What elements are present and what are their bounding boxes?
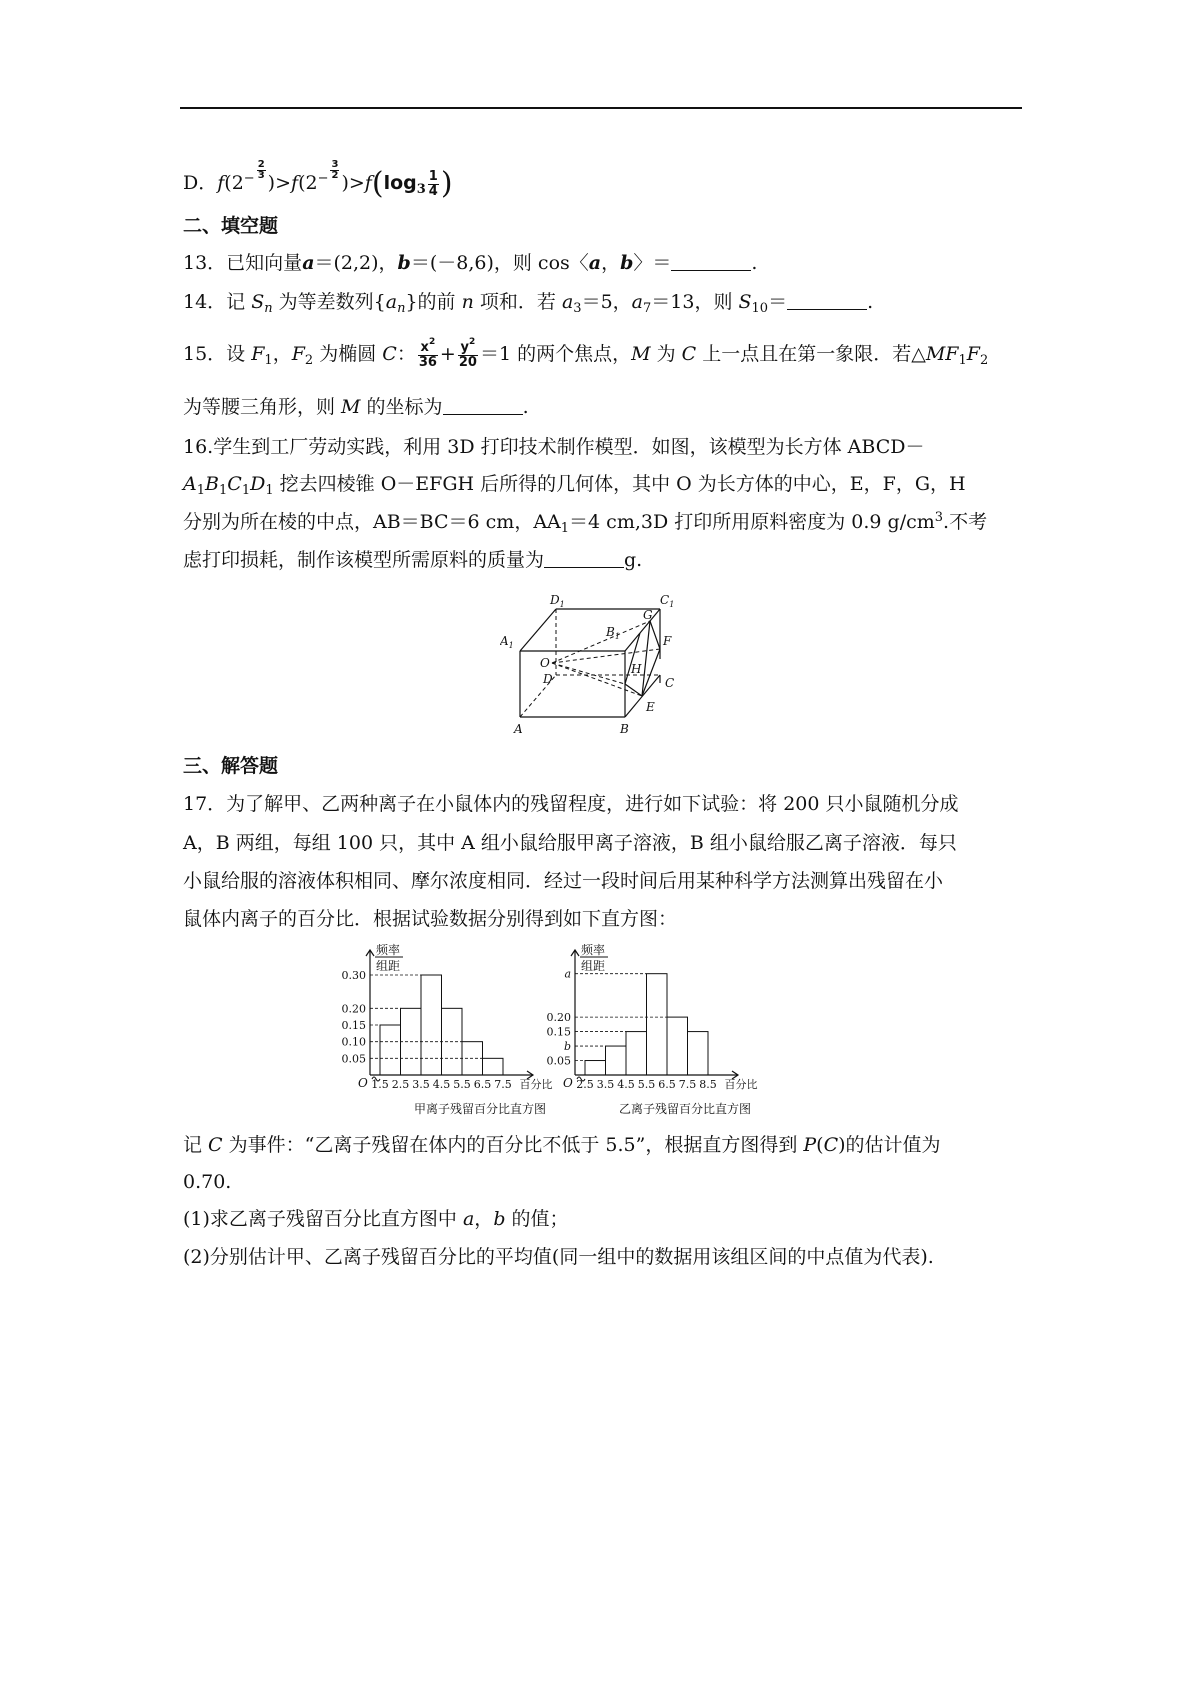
histogram-bar <box>688 1032 709 1075</box>
question-17-line1: 17．为了解甲、乙两种离子在小鼠体内的残留程度，进行如下试验：将 200 只小鼠随机分成 <box>183 793 959 815</box>
y-label-top: 频率 <box>581 943 606 957</box>
option-label: D． <box>183 172 218 194</box>
x-tick-label: 2.5 <box>576 1078 594 1091</box>
y-tick-label: 0.05 <box>546 1054 571 1068</box>
vertex-label: $B_1$ <box>606 625 620 641</box>
answer-blank[interactable] <box>787 291 867 310</box>
edge <box>650 621 660 649</box>
x-tick-label: 6.5 <box>658 1078 676 1091</box>
origin-label: O <box>358 1076 368 1090</box>
x-tick-label: 2.5 <box>391 1078 410 1091</box>
vertex-label: E <box>646 700 655 714</box>
y-tick-label: 0.05 <box>341 1052 366 1066</box>
vertex-label: A <box>514 722 523 736</box>
question-16-line1: 16.学生到工厂劳动实践，利用 3D 打印技术制作模型．如图，该模型为长方体 ABCD－ <box>183 436 925 458</box>
x-tick-label: 7.5 <box>678 1078 697 1091</box>
question-17-line4: 鼠体内离子的百分比．根据试验数据分别得到如下直方图： <box>183 908 678 930</box>
chart-title: 乙离子残留百分比直方图 <box>618 1102 752 1116</box>
question-17-part2: (2)分别估计甲、乙离子残留百分比的平均值(同一组中的数据用该组区间的中点值为代表). <box>183 1246 934 1268</box>
vertex-label: $D_1$ <box>550 595 565 609</box>
question-14: 14．记 $S_n$ 为等差数列$\{a_n\}$的前 n 项和．若 $a_3=5$，$a_7=13$，则 $S_{10}=$ . <box>183 291 874 316</box>
vertex-label: H <box>631 662 642 676</box>
y-tick-label: 0.10 <box>341 1035 366 1049</box>
x-tick-label: 5.5 <box>453 1078 471 1091</box>
question-17-line3: 小鼠给服的溶液体积相同、摩尔浓度相同．经过一段时间后用某种科学方法测算出残留在小 <box>183 870 944 892</box>
histogram-bar <box>667 1017 688 1075</box>
answer-blank[interactable] <box>443 396 523 415</box>
question-17-line2: A，B 两组，每组 100 只，其中 A 组小鼠给服甲离子溶液，B 组小鼠给服乙离子溶液．每只 <box>183 832 957 854</box>
question-16-line3: 分别为所在棱的中点，AB＝BC＝6 cm，$AA_1=4$ cm,3D 打印所用原料密度为 0.9 $g/cm^3$.不考 <box>183 510 988 536</box>
answer-blank[interactable] <box>671 252 751 271</box>
x-axis-label: 百分比 <box>724 1078 758 1091</box>
histogram-bar <box>606 1046 627 1075</box>
option-d: D．$f(2^{- \frac{2}{3}}$ )$>f(2^{- \frac{3}{2}}$ )$>f(\log_3$ $\frac{1}{4}$ ) <box>183 159 453 201</box>
x-axis-label: 百分比 <box>519 1078 553 1091</box>
y-tick-label: 0.20 <box>341 1002 366 1016</box>
question-17-line6: 0.70. <box>183 1171 232 1193</box>
y-tick-label: 0.30 <box>341 969 366 982</box>
chart-title: 甲离子残留百分比直方图 <box>413 1102 547 1116</box>
histograms <box>320 935 880 1130</box>
x-tick-label: 1.5 <box>371 1078 389 1091</box>
histogram-2 <box>547 942 758 1116</box>
question-15-line2: 为等腰三角形，则 M 的坐标为 . <box>183 396 529 418</box>
histogram-bar <box>483 1058 504 1075</box>
x-tick-label: 5.5 <box>637 1078 656 1091</box>
vertex-label: G <box>643 608 653 622</box>
vertex-label: C <box>665 676 675 690</box>
question-13: 13．已知向量a＝(2,2)，b＝(－8,6)，则 cos〈a，b〉＝ . <box>183 252 758 274</box>
section-fill-title: 二、填空题 <box>183 215 279 237</box>
y-tick-label: a <box>564 967 571 981</box>
vertex-label: B <box>620 722 629 736</box>
x-tick-label: 8.5 <box>699 1078 717 1091</box>
vertex-label: O <box>540 656 550 670</box>
histogram-bar <box>585 1061 606 1075</box>
x-tick-label: 6.5 <box>473 1078 492 1091</box>
question-17-part1: (1)求乙离子残留百分比直方图中 a，b 的值； <box>183 1208 569 1230</box>
question-16-line4: 虑打印损耗，制作该模型所需原料的质量为 g. <box>183 549 643 571</box>
y-tick-label: 0.15 <box>341 1019 366 1032</box>
x-tick-label: 3.5 <box>412 1078 430 1091</box>
edge <box>625 633 640 684</box>
vertex-label: $A_1$ <box>500 634 514 650</box>
edge <box>520 609 556 651</box>
question-17-line5: 记 C 为事件：“乙离子残留在体内的百分比不低于 5.5”，根据直方图得到 P(C)的估计值为 <box>183 1134 941 1156</box>
vertex-label: $C_1$ <box>660 595 675 609</box>
hidden-edge <box>552 663 642 696</box>
x-tick-label: 3.5 <box>596 1078 615 1091</box>
answer-blank[interactable] <box>544 549 624 568</box>
header-rule <box>180 107 1022 109</box>
x-tick-label: 4.5 <box>432 1078 451 1091</box>
x-tick-label: 4.5 <box>617 1078 635 1091</box>
y-label-top: 频率 <box>376 943 401 957</box>
x-tick-label: 7.5 <box>494 1078 512 1091</box>
question-16-line2: $A_1B_1C_1D_1$ 挖去四棱锥 O－EFGH 后所得的几何体，其中 O 为长方体的中心，E，F，G，H <box>183 473 966 498</box>
hidden-edge <box>552 663 625 684</box>
y-tick-label: 0.15 <box>546 1025 571 1039</box>
histogram-bar <box>421 975 442 1075</box>
y-label-bottom: 组距 <box>376 959 401 973</box>
vertex-label: F <box>663 634 672 648</box>
vertex-label: D <box>543 672 553 686</box>
cuboid-figure <box>500 595 710 745</box>
edge <box>625 684 642 696</box>
section-answer-title: 三、解答题 <box>183 755 279 777</box>
histogram-bar <box>626 1032 647 1075</box>
y-tick-label: b <box>563 1040 571 1054</box>
origin-label: O <box>563 1076 573 1090</box>
y-tick-label: 0.20 <box>546 1011 571 1025</box>
histogram-bar <box>380 1025 401 1075</box>
histogram-bar <box>647 974 668 1075</box>
histogram-1 <box>342 942 553 1116</box>
question-15: 15．设 $F_1$，$F_2$ 为椭圆 C： $\frac{x^2}{36}$ + $\frac{y^2}{20}$ ＝1 的两个焦点，M 为 C 上一点且在第一象限．若$\triangle MF_1F_2$ <box>183 336 989 370</box>
y-label-bottom: 组距 <box>581 959 606 973</box>
